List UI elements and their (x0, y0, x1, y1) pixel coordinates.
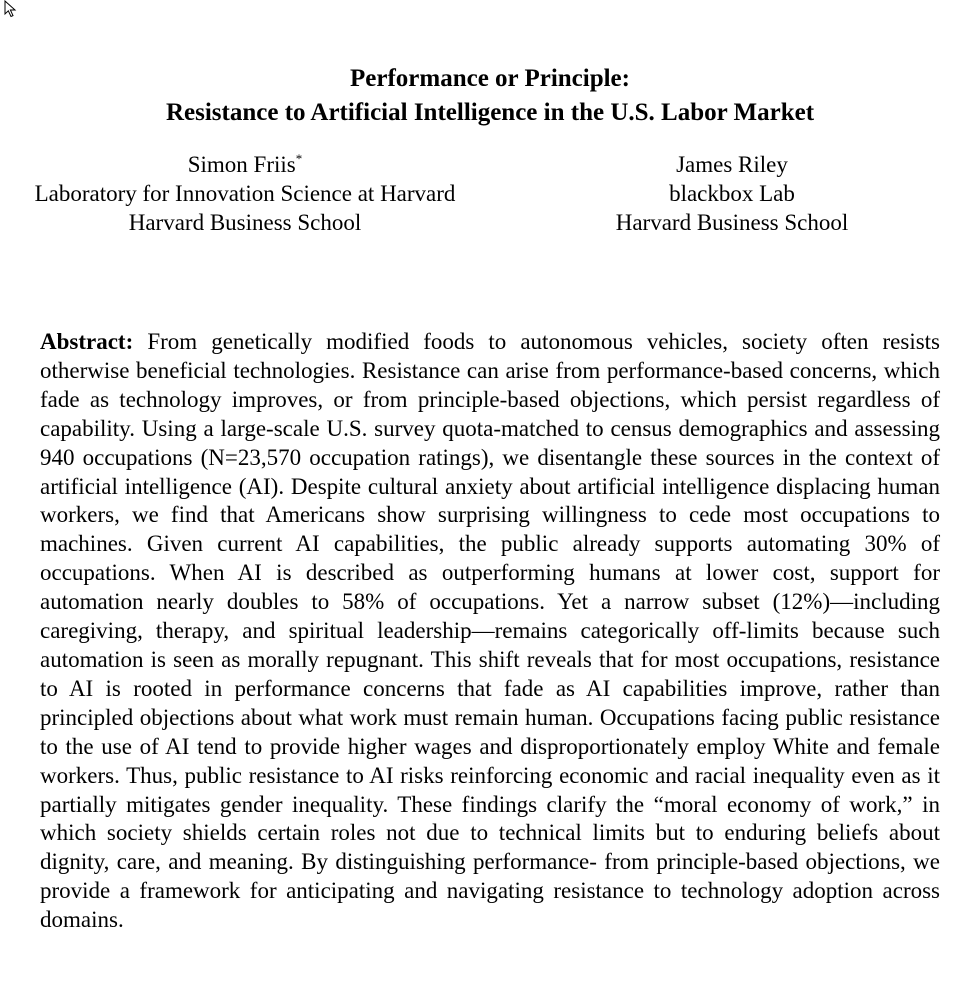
author-name: James Riley (676, 152, 788, 177)
author-affiliation: Harvard Business School (615, 210, 849, 235)
title-line-2: Resistance to Artificial Intelligence in the U.S. Labor Market (165, 99, 815, 126)
abstract (40, 328, 940, 935)
author-affiliation: Harvard Business School (128, 210, 362, 235)
author-name: Simon Friis (187, 152, 296, 177)
paper-title (0, 62, 980, 130)
abstract-label: Abstract: (40, 329, 134, 354)
author-name-line (0, 150, 490, 179)
abstract-text: From genetically modified foods to autonomous vehicles, society often resists otherwise beneficial technologies. Resistance can arise from performance-based concerns, which fade as technology improves, or from principle-based objections, which persist regardless of capability. Using a large-scale U.S. survey quota-matched to census demographics and assessing 940 occupations (N=23,570 occupation ratings), we disentangle these sources in the context of artificial intelligence (AI). Despite cultural anxiety about artificial intelligence displacing human workers, we find that Americans show surprising willingness to cede most occupations to machines. Given current AI capabilities, the public already supports automating 30% of occupations. When AI is described as outperforming humans at lower cost, support for automation nearly doubles to 58% of occupations. Yet a narrow subset (12%)—including caregiving, therapy, and spiritual leadership—remains categorically off-limits because such automation is seen as morally repugnant. This shift reveals that for most occupations, resistance to AI is rooted in performance concerns that fade as AI capabilities improve, rather than principled objections about what work must remain human. Occupations facing public resistance to the use of AI tend to provide higher wages and disproportionately employ White and female workers. Thus, public resistance to AI risks reinforcing economic and racial inequality even as it partially mitigates gender inequality. These findings clarify the “moral economy of work,” in which society shields certain roles not due to technical limits but to enduring beliefs about dignity, care, and meaning. By distinguishing performance- from principle-based objections, we provide a framework for anticipating and navigating resistance to technology adoption across domains. (40, 329, 941, 933)
title-line-1: Performance or Principle: (350, 65, 630, 92)
author-affiliation: blackbox Lab (669, 181, 795, 206)
author-block-friis (0, 150, 490, 237)
author-block-riley (490, 150, 974, 237)
mouse-pointer-icon (4, 0, 20, 18)
author-footnote-mark: * (295, 151, 303, 166)
author-affiliation: Laboratory for Innovation Science at Harvard (34, 181, 456, 206)
